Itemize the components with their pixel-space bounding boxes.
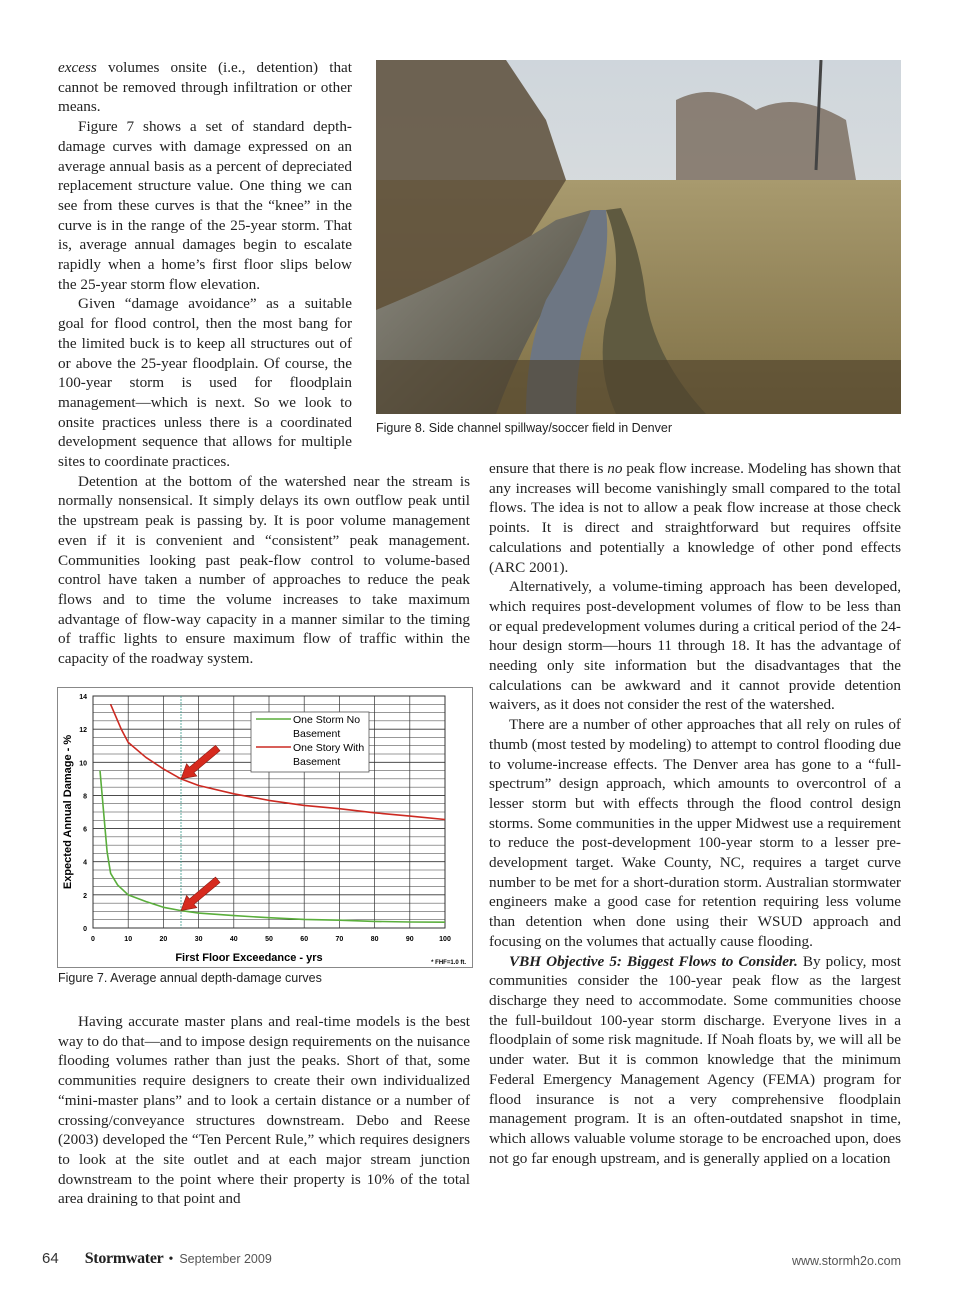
y-axis-label: Expected Annual Damage - % bbox=[62, 734, 74, 890]
figure-8-photo bbox=[376, 60, 901, 414]
x-tick-label: 10 bbox=[124, 936, 133, 943]
text: ensure that there is bbox=[489, 460, 608, 477]
text: peak flow increase. Modeling has shown that any increases will become vanishingly small compared to the total flows. The idea is not to allow a peak flow increase at those check points. It is direct and straightforward but requires offsite calculations and potentially a knowledge of other pond effects (ARC 2001). bbox=[489, 460, 901, 576]
figure-8-caption: Figure 8. Side channel spillway/soccer field in Denver bbox=[376, 421, 672, 435]
magazine-name: Stormwater bbox=[84, 1250, 164, 1267]
issue-date: September 2009 bbox=[179, 1252, 272, 1266]
series-line-0 bbox=[100, 771, 445, 923]
paragraph bbox=[489, 952, 901, 1169]
footnote: * FHF=1.0 ft. bbox=[431, 960, 466, 966]
paragraph: Given “damage avoidance” as a suitable goal for flood control, then the most bang for the limited buck is to keep all structures out of or above the 25-year floodplain. Of course, the 100-year storm is used for floodplain management—which is next. So we look to onsite practices unless there is a coordinated development sequence that allows for multiple sites to coordinate practices. bbox=[58, 295, 352, 471]
x-tick-label: 80 bbox=[370, 936, 379, 943]
left-column-bottom bbox=[58, 1012, 470, 1209]
x-tick-label: 20 bbox=[159, 936, 168, 943]
y-tick-label: 8 bbox=[83, 793, 87, 801]
arrow-icon bbox=[176, 742, 223, 785]
x-tick-label: 30 bbox=[194, 936, 203, 943]
x-tick-label: 40 bbox=[229, 936, 238, 943]
italic-text: no bbox=[607, 460, 623, 477]
y-tick-label: 0 bbox=[83, 926, 87, 933]
paragraph: Having accurate master plans and real-time models is the best way to do that—and to impose design requirements on the nuisance flooding volumes rather than just the peaks. Short of that, some communities require designers to create their own individualized “mini-master plans” and to look a certain distance or a number of crossing/conveyance structures downstream. Debo and Reese (2003) developed the “Ten Percent Rule,” which requires designers to look at the site outlet and at each major stream junction downstream to the point where their property is 10% of the total area draining to that point and bbox=[58, 1013, 470, 1208]
website-url: www.stormh2o.com bbox=[791, 1254, 901, 1268]
figure-7-chart bbox=[57, 687, 473, 968]
legend-label: One Storm No Basement bbox=[293, 714, 361, 740]
paragraph: There are a number of other approaches that all rely on rules of thumb (most tested by modeling) to attempt to control flooding due to volume-increase effects. The Denver area has gone to a “full-spectrum” design approach, which amounts to overcontrol of a lesser storm but with effects through the flood control design storms. Some communities in the upper Midwest use a requirement to reduce the post-development 100-year storm to a lesser pre-development target. Wake County, NC, requires a target curve number to be met for a short-duration storm. Australian stormwater engineers make a good case for retention requiring less volume than detention when done using their WSUD approach and focusing on the volumes that actually cause flooding. bbox=[489, 716, 901, 950]
figure-7-caption: Figure 7. Average annual depth-damage curves bbox=[58, 971, 322, 985]
y-tick-label: 14 bbox=[79, 694, 87, 701]
legend-label: One Story With Basement bbox=[293, 742, 365, 768]
y-tick-label: 10 bbox=[79, 760, 87, 768]
paragraph: Figure 7 shows a set of standard depth-damage curves with damage expressed on an average annual basis as a percent of depreciated replacement structure value. One thing we can see from these curves is that the “knee” in the curve is in the range of the 25-year storm. That is, average annual damages begin to escalate rapidly when a home’s first floor slips below the 25-year storm flow elevation. bbox=[58, 118, 352, 293]
x-tick-label: 70 bbox=[335, 936, 344, 943]
arrow-annotation bbox=[176, 742, 223, 785]
x-tick-label: 0 bbox=[91, 936, 95, 943]
text: volumes onsite (i.e., detention) that cannot be removed through infiltration or other means. bbox=[58, 59, 352, 116]
paragraph bbox=[489, 459, 901, 577]
italic-text: excess bbox=[58, 59, 97, 76]
y-tick-label: 6 bbox=[83, 826, 87, 834]
x-tick-label: 90 bbox=[405, 936, 414, 943]
page-number: 64 bbox=[42, 1250, 59, 1267]
section-heading: VBH Objective 5: Biggest Flows to Consider. bbox=[509, 952, 798, 970]
right-column bbox=[489, 459, 901, 1168]
x-tick-label: 100 bbox=[439, 936, 451, 943]
x-axis-label: First Floor Exceedance - yrs bbox=[175, 952, 323, 964]
x-tick-label: 50 bbox=[265, 936, 273, 943]
paragraph: Detention at the bottom of the watershed near the stream is normally nonsensical. It simply delays its own outflow peak until the upstream peak is passing by. It is poor volume management even if it is convenient and “consistent” peak management. Communities looking past peak-flow control to volume-based control have taken a number of approaches to reduce the peak flows and to time the volume increases to take maximum advantage of flow-way capacity in a manner similar to the timing of traffic lights to ensure maximum flow of traffic within the capacity of the roadway system. bbox=[58, 472, 470, 668]
text: By policy, most communities consider the 100-year peak flow as the largest discharge they need to accommodate. Some communities choose the full-buildout 100-year storm discharge. Everyone lives in a floodplain of some risk magnitude. If Noah floats by, we will all be under water. But it is common knowledge that the minimum Federal Emergency Management Agency (FEMA) program for flood insurance is not a very comprehensive floodplain management program. It is an often-outdated snapshot in time, which allows valuable volume storage to be encroached upon, does not go far enough upstream, and is generally applied on a location bbox=[489, 952, 901, 1167]
paragraph: Alternatively, a volume-timing approach has been developed, which requires post-development volumes of flow to be less than or equal predevelopment volumes during a critical period of the 24-hour design storm—hours 11 through 18. It has the advantage of needing only site information but the disadvantages that the calculations can be awkward and it cannot provide detention waivers, as it does not consider the rest of the watershed. bbox=[489, 578, 901, 714]
y-tick-label: 4 bbox=[83, 859, 87, 867]
page-footer bbox=[42, 1250, 272, 1268]
x-tick-label: 60 bbox=[300, 936, 309, 943]
y-tick-label: 12 bbox=[79, 727, 87, 735]
separator: • bbox=[168, 1252, 174, 1267]
y-tick-label: 2 bbox=[83, 892, 87, 900]
